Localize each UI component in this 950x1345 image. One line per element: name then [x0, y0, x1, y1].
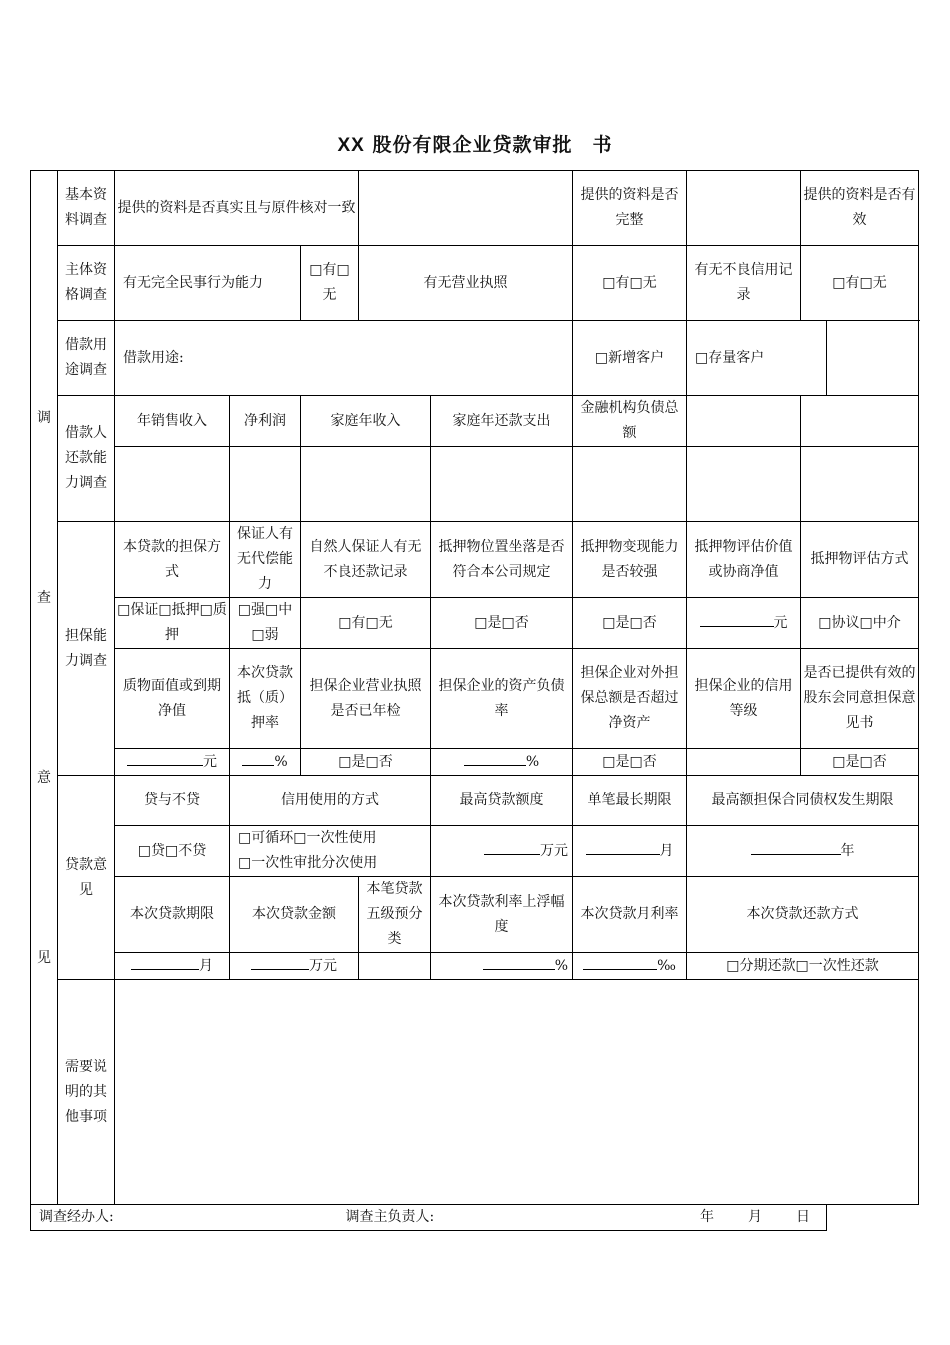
basic-q2: 提供的资料是否完整: [573, 171, 687, 246]
basic-a1[interactable]: [359, 171, 573, 246]
repay-value[interactable]: [301, 447, 431, 522]
collateral-value-field[interactable]: 元: [687, 598, 801, 649]
loan-header: 本次贷款金额: [230, 877, 359, 953]
subject-q2-checkbox[interactable]: □有□无: [573, 246, 687, 321]
guarantee-header: 本贷款的担保方式: [115, 522, 230, 598]
repay-value[interactable]: [431, 447, 573, 522]
repay-header: 家庭年收入: [301, 396, 431, 447]
monthly-rate-field[interactable]: ‰: [573, 953, 687, 980]
guarantee-header: 担保企业的信用等级: [687, 649, 801, 749]
lend-decision-checkbox[interactable]: □贷□不贷: [115, 826, 230, 877]
subject-q3: 有无不良信用记录: [687, 246, 801, 321]
section-repay: 借款人还款能力调查: [58, 396, 115, 522]
guarantor-ability-checkbox[interactable]: □强□中□弱: [230, 598, 301, 649]
repayment-method-checkbox[interactable]: □分期还款□一次性还款: [687, 953, 919, 980]
repay-value[interactable]: [115, 447, 230, 522]
pledge-rate-field[interactable]: %: [230, 749, 301, 776]
subject-q1: 有无完全民事行为能力: [115, 246, 301, 321]
guarantee-header: 担保企业的资产负债率: [431, 649, 573, 749]
purpose-label: 借款用途:: [115, 321, 573, 396]
section-subject: 主体资格调查: [58, 246, 115, 321]
credit-grade-field[interactable]: [687, 749, 801, 776]
repay-value[interactable]: [801, 447, 919, 522]
guarantee-header: 抵押物评估价值或协商净值: [687, 522, 801, 598]
loan-header: 本次贷款利率上浮幅度: [431, 877, 573, 953]
basic-a2[interactable]: [687, 171, 801, 246]
loan-amount-field[interactable]: 万元: [230, 953, 359, 980]
loan-header: 本次贷款月利率: [573, 877, 687, 953]
debt-ratio-field[interactable]: %: [431, 749, 573, 776]
basic-q3: 提供的资料是否有效: [801, 171, 919, 246]
repay-blank: [687, 396, 801, 447]
repay-header: 金融机构负债总额: [573, 396, 687, 447]
section-basic: 基本资料调查: [58, 171, 115, 246]
signature-row: [31, 1205, 827, 1231]
loan-header: 信用使用的方式: [230, 776, 431, 826]
collateral-location-checkbox[interactable]: □是□否: [431, 598, 573, 649]
notes-area[interactable]: [115, 980, 919, 1205]
handler-label: 调查经办人:: [39, 1209, 114, 1225]
guarantor-record-checkbox[interactable]: □有□无: [301, 598, 431, 649]
side-char: 见: [37, 949, 51, 966]
guarantee-period-field[interactable]: 年: [687, 826, 919, 877]
guarantee-type-checkbox[interactable]: □保证□抵押□质押: [115, 598, 230, 649]
external-guarantee-checkbox[interactable]: □是□否: [573, 749, 687, 776]
shareholder-consent-checkbox[interactable]: □是□否: [801, 749, 919, 776]
guarantee-header: 自然人保证人有无不良还款记录: [301, 522, 431, 598]
collateral-liquidity-checkbox[interactable]: □是□否: [573, 598, 687, 649]
side-char: 调: [37, 409, 51, 426]
loan-header: 最高额担保合同债权发生期限: [687, 776, 919, 826]
credit-usage-checkbox[interactable]: □可循环□一次性使用 □一次性审批分次使用: [230, 826, 431, 877]
subject-q1-checkbox[interactable]: □有□无: [301, 246, 359, 321]
loan-header: 单笔最长期限: [573, 776, 687, 826]
section-loan: 贷款意见: [58, 776, 115, 980]
loan-header: 本笔贷款五级预分类: [359, 877, 431, 953]
purpose-existing-customer[interactable]: □存量客户: [687, 321, 827, 396]
loan-term-field[interactable]: 月: [115, 953, 230, 980]
guarantee-header: 担保企业对外担保总额是否超过净资产: [573, 649, 687, 749]
rate-float-field[interactable]: %: [431, 953, 573, 980]
basic-q1: 提供的资料是否真实且与原件核对一致: [115, 171, 359, 246]
max-term-field[interactable]: 月: [573, 826, 687, 877]
loan-approval-form: [30, 170, 919, 1231]
side-char: 查: [37, 589, 51, 606]
repay-header: 家庭年还款支出: [431, 396, 573, 447]
repay-value[interactable]: [573, 447, 687, 522]
section-notes: 需要说明的其他事项: [58, 980, 115, 1205]
repay-value[interactable]: [687, 447, 801, 522]
repay-header: 净利润: [230, 396, 301, 447]
date-field[interactable]: 年 月 日: [700, 1209, 810, 1225]
repay-header: 年销售收入: [115, 396, 230, 447]
repay-value[interactable]: [230, 447, 301, 522]
subject-q3-checkbox[interactable]: □有□无: [801, 246, 919, 321]
loan-header: 本次贷款期限: [115, 877, 230, 953]
guarantee-header: 本次贷款抵（质）押率: [230, 649, 301, 749]
license-checkbox[interactable]: □是□否: [301, 749, 431, 776]
purpose-new-customer[interactable]: □新增客户: [573, 321, 687, 396]
repay-blank: [801, 396, 919, 447]
side-char: 意: [37, 769, 51, 786]
loan-classification-field[interactable]: [359, 953, 431, 980]
guarantee-header: 质物面值或到期净值: [115, 649, 230, 749]
guarantee-header: 保证人有无代偿能力: [230, 522, 301, 598]
loan-header: 最高贷款额度: [431, 776, 573, 826]
subject-q2: 有无营业执照: [359, 246, 573, 321]
guarantee-header: 抵押物位置坐落是否符合本公司规定: [431, 522, 573, 598]
appraisal-method-checkbox[interactable]: □协议□中介: [801, 598, 919, 649]
document-title: XX 股份有限企业贷款审批 书: [337, 134, 613, 156]
loan-header: 本次贷款还款方式: [687, 877, 919, 953]
guarantee-header: 抵押物评估方式: [801, 522, 919, 598]
chief-label: 调查主负责人:: [345, 1209, 435, 1225]
max-loan-amount-field[interactable]: 万元: [431, 826, 573, 877]
guarantee-header: 担保企业营业执照是否已年检: [301, 649, 431, 749]
section-purpose: 借款用途调查: [58, 321, 115, 396]
pledge-value-field[interactable]: 元: [115, 749, 230, 776]
loan-header: 贷与不贷: [115, 776, 230, 826]
guarantee-header: 抵押物变现能力是否较强: [573, 522, 687, 598]
guarantee-header: 是否已提供有效的股东会同意担保意见书: [801, 649, 919, 749]
side-label: [31, 171, 58, 1205]
purpose-blank[interactable]: [827, 321, 919, 396]
section-guarantee: 担保能力调查: [58, 522, 115, 776]
